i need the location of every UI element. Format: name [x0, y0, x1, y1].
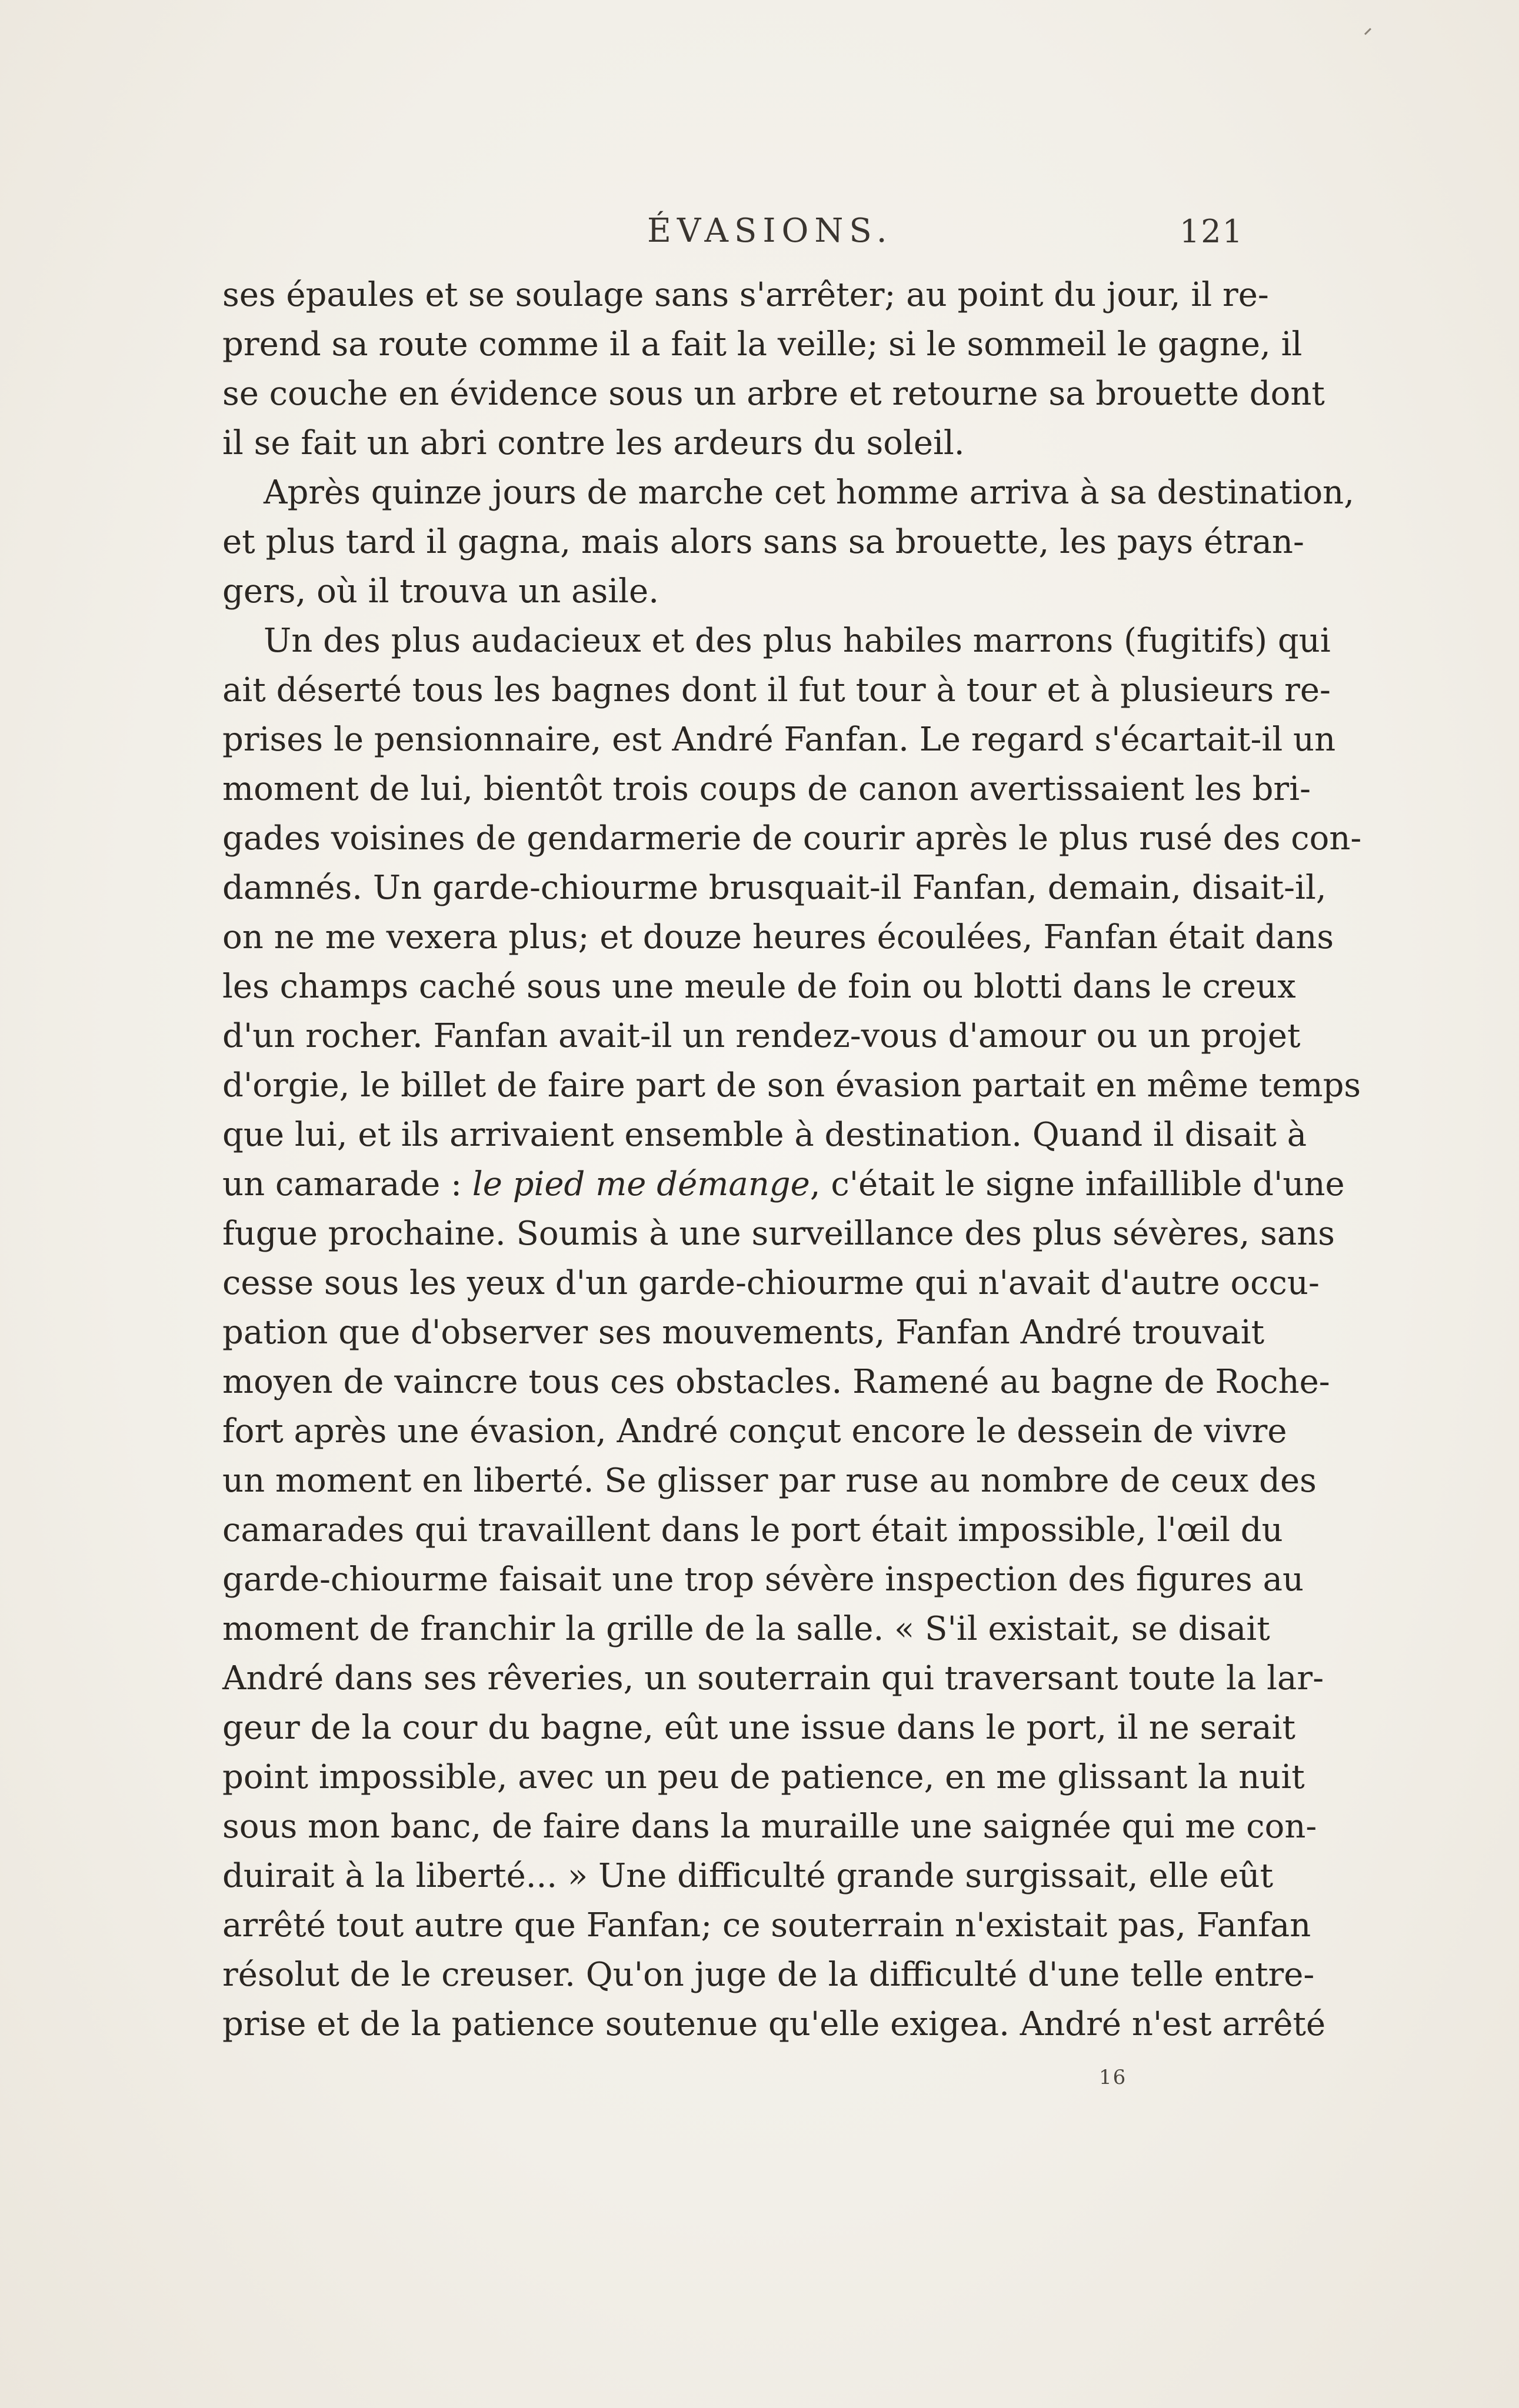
text-line: moment de lui, bientôt trois coups de canon avertissaient les bri-	[222, 770, 1311, 808]
text-line: résolut de le creuser. Qu'on juge de la difficulté d'une telle entre-	[222, 1956, 1315, 1994]
text-line: prend sa route comme il a fait la veille; si le sommeil le gagne, il	[222, 325, 1303, 363]
text-line: moment de franchir la grille de la salle. « S'il existait, se disait	[222, 1610, 1270, 1648]
text-line: prise et de la patience soutenue qu'elle exigea. André n'est arrêté	[222, 2005, 1326, 2043]
text-line: les champs caché sous une meule de foin ou blotti dans le creux	[222, 968, 1296, 1006]
text-line: arrêté tout autre que Fanfan; ce souterrain n'existait pas, Fanfan	[222, 1906, 1311, 1945]
italic-phrase: le pied me démange	[472, 1165, 810, 1203]
text-line: ait déserté tous les bagnes dont il fut tour à tour et à plusieurs re-	[222, 671, 1331, 709]
text-line: et plus tard il gagna, mais alors sans sa brouette, les pays étran-	[222, 523, 1304, 561]
page-number: 121	[1179, 213, 1244, 250]
text-line: damnés. Un garde-chiourme brusquait-il Fanfan, demain, disait-il,	[222, 869, 1327, 907]
text-line: se couche en évidence sous un arbre et retourne sa brouette dont	[222, 375, 1325, 413]
text-line: il se fait un abri contre les ardeurs du soleil.	[222, 424, 965, 462]
body-text	[222, 271, 1362, 2049]
text-line: Après quinze jours de marche cet homme arriva à sa destination,	[264, 473, 1355, 512]
page-header	[226, 212, 1244, 259]
running-title: ÉVASIONS.	[647, 212, 893, 250]
text-line: gades voisines de gendarmerie de courir après le plus rusé des con-	[222, 819, 1362, 858]
text-line: camarades qui travaillent dans le port était impossible, l'œil du	[222, 1511, 1283, 1549]
text-line: gers, où il trouva un asile.	[222, 572, 659, 611]
text-line: un moment en liberté. Se glisser par ruse au nombre de ceux des	[222, 1462, 1317, 1500]
text-line: moyen de vaincre tous ces obstacles. Ramené au bagne de Roche-	[222, 1363, 1330, 1401]
text-line: prises le pensionnaire, est André Fanfan. Le regard s'écartait-il un	[222, 721, 1336, 759]
signature-mark: 16	[1099, 2066, 1127, 2089]
italic-line-after: , c'était le signe infaillible d'une	[810, 1165, 1345, 1203]
text-line: d'orgie, le billet de faire part de son évasion partait en même temps	[222, 1066, 1361, 1105]
text-line: Un des plus audacieux et des plus habiles marrons (fugitifs) qui	[264, 622, 1331, 660]
text-line: geur de la cour du bagne, eût une issue dans le port, il ne serait	[222, 1709, 1296, 1747]
italic-line-before: un camarade :	[222, 1165, 472, 1203]
text-line: sous mon banc, de faire dans la muraille une saignée qui me con-	[222, 1807, 1317, 1846]
text-line: on ne me vexera plus; et douze heures écoulées, Fanfan était dans	[222, 918, 1334, 956]
text-line: fugue prochaine. Soumis à une surveillance des plus sévères, sans	[222, 1215, 1335, 1253]
text-line: duirait à la liberté... » Une difficulté grande surgissait, elle eût	[222, 1857, 1274, 1895]
text-line: d'un rocher. Fanfan avait-il un rendez-vous d'amour ou un projet	[222, 1017, 1301, 1055]
text-line: fort après une évasion, André conçut encore le dessein de vivre	[222, 1412, 1287, 1450]
text-line: que lui, et ils arrivaient ensemble à destination. Quand il disait à	[222, 1116, 1307, 1154]
text-line: André dans ses rêveries, un souterrain qui traversant toute la lar-	[222, 1659, 1324, 1697]
text-line: point impossible, avec un peu de patience, en me glissant la nuit	[222, 1758, 1305, 1796]
text-line: pation que d'observer ses mouvements, Fanfan André trouvait	[222, 1313, 1265, 1352]
text-line: garde-chiourme faisait une trop sévère inspection des figures au	[222, 1560, 1304, 1599]
page-corner-mark	[1364, 28, 1371, 35]
text-line: ses épaules et se soulage sans s'arrêter; au point du jour, il re-	[222, 276, 1269, 314]
text-line: cesse sous les yeux d'un garde-chiourme qui n'avait d'autre occu-	[222, 1264, 1320, 1302]
text-line-italic	[222, 1160, 1345, 1209]
